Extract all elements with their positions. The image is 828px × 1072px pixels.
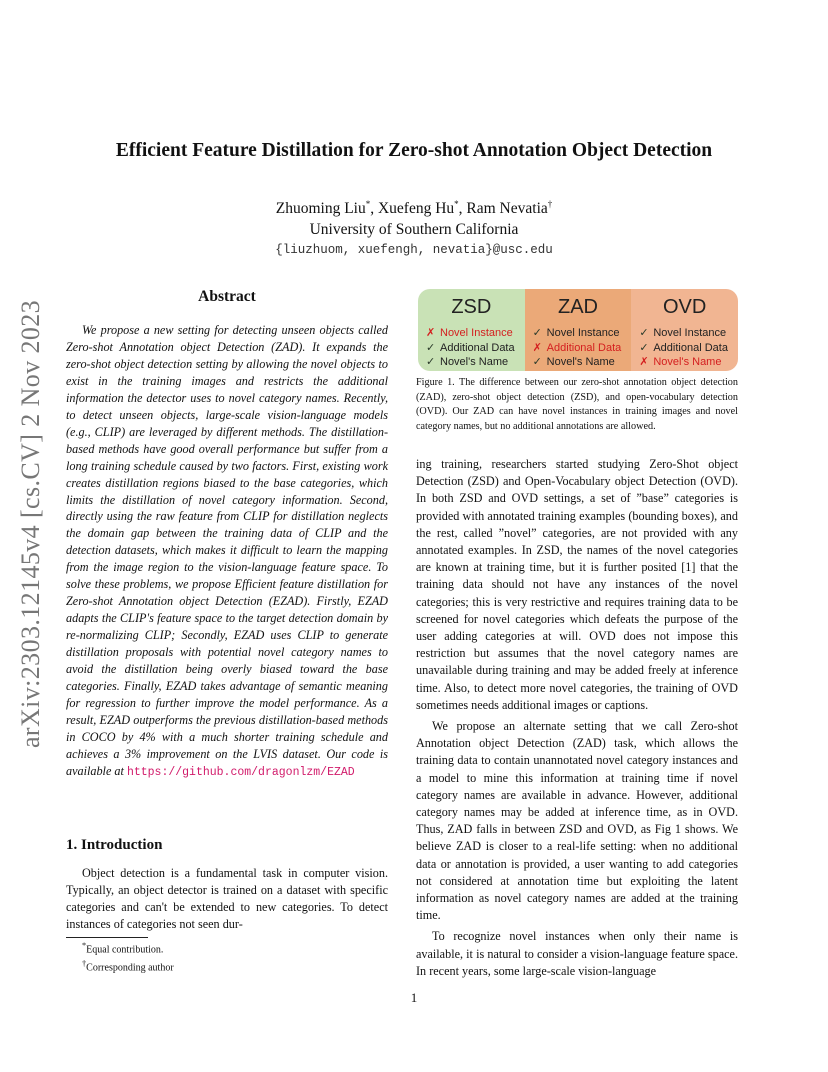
author-emails: {liuzhuom, xuefengh, nevatia}@usc.edu xyxy=(275,243,553,258)
footnote-divider xyxy=(66,937,148,938)
author-name: Zhuoming Liu xyxy=(275,200,366,218)
footnote-text: Corresponding author xyxy=(86,962,174,974)
author-mark: * xyxy=(365,199,371,209)
abstract-body xyxy=(66,322,388,782)
figure-row xyxy=(418,355,525,370)
figure-column-title: ZAD xyxy=(558,296,598,318)
figure-column-ovd xyxy=(631,289,738,371)
figure-row xyxy=(418,326,525,341)
body-paragraph: We propose an alternate setting that we call Zero-shot Annotation object Detection (ZAD) task, which allows the training data to contain unannotated novel category instances and a model to mine this information at training time if novel category names are available in advance. However, additional category names may be added at inference time, as in OVD. Thus, ZAD falls in between ZSD and OVD, as Fig 1 shows. We believe ZAD is closer to a real-life setting: when no additional data or annotation is provided, a user wanting to add categories not considered at annotation time but exploiting the latent information as novel category names are added at the training time. xyxy=(416,719,738,923)
body-paragraph: To recognize novel instances when only their name is available, it is natural to consider a vision-language feature space. In recent years, some large-scale vision-language xyxy=(416,929,738,978)
author-mark: † xyxy=(547,199,553,209)
author-names: Zhuoming Liu*, Xuefeng Hu*, Ram Nevatia† xyxy=(275,199,553,218)
figure-row-label: Novel Instance xyxy=(546,327,620,339)
figure-column-title: ZSD xyxy=(451,296,492,318)
figure-row-label: Novel's Name xyxy=(440,356,509,368)
cross-icon: ✗ xyxy=(532,341,542,354)
check-icon: ✓ xyxy=(639,341,649,354)
footnote-mark: * xyxy=(82,941,87,950)
code-link[interactable]: https://github.com/dragonlzm/EZAD xyxy=(126,765,355,779)
arxiv-identifier: arXiv:2303.12145v4 [cs.CV] 2 Nov 2023 xyxy=(16,299,45,749)
page-number: 1 xyxy=(410,990,418,1005)
paper-title: Efficient Feature Distillation for Zero-shot Annotation Object Detection xyxy=(115,140,713,161)
author-block xyxy=(0,194,828,261)
figure-row-label: Additional Data xyxy=(653,341,728,354)
figure-1 xyxy=(418,289,738,371)
figure-row-label: Novel Instance xyxy=(440,327,513,339)
author-name: Xuefeng Hu xyxy=(377,200,455,218)
check-icon: ✓ xyxy=(532,356,542,368)
figure-column-zsd xyxy=(418,289,525,371)
check-icon: ✓ xyxy=(426,341,436,354)
figure-column-title: OVD xyxy=(663,296,707,318)
figure-row-label: Novel's Name xyxy=(653,356,722,368)
figure-row xyxy=(525,341,632,356)
footnote-text: Equal contribution. xyxy=(86,944,164,956)
figure-column-zad xyxy=(525,289,632,371)
footnotes xyxy=(66,939,174,976)
arxiv-sidebar xyxy=(4,288,58,760)
right-column-body xyxy=(416,456,738,984)
figure-row xyxy=(525,326,632,341)
check-icon: ✓ xyxy=(639,327,649,339)
figure-row-label: Additional Data xyxy=(546,341,622,354)
footnote-mark: † xyxy=(82,959,87,969)
intro-paragraph: Object detection is a fundamental task in computer vision. Typically, an object detector is trained on a dataset with specific categories and can't be extended to new categories. To detect instances of categories not seen dur- xyxy=(66,866,388,931)
figure-row xyxy=(631,326,738,341)
figure-row-label: Novel Instance xyxy=(653,327,727,339)
section-heading-introduction: 1. Introduction xyxy=(66,837,163,853)
figure-row xyxy=(525,355,632,370)
figure-row-label: Additional Data xyxy=(440,341,515,354)
check-icon: ✓ xyxy=(426,356,436,368)
footnote xyxy=(66,939,174,957)
figure-row xyxy=(418,341,525,356)
footnote xyxy=(66,957,174,975)
figure-row xyxy=(631,355,738,370)
author-mark: * xyxy=(454,199,459,209)
figure-row-label: Novel's Name xyxy=(546,356,615,368)
introduction-body xyxy=(66,865,388,933)
cross-icon: ✗ xyxy=(426,327,436,339)
check-icon: ✓ xyxy=(532,327,542,339)
body-paragraph: ing training, researchers started studying Zero-Shot object Detection (ZSD) and Open-Vocabulary object Detection (OVD). In both ZSD and OVD settings, a set of ”base” categories is provided with annotated training examples (bounding boxes), and the rest, called ”novel” categories, are not provided with any annotated examples. In ZSD, the names of the novel categories are known at training time, but it is further posited [1] that the training data should not have any instances of the novel categories; this is very restrictive and requires training data to be screened for novel categories which defeats the purpose of the user adding categories at will. OVD does not impose this restriction but assumes that the novel category names are unavailable during training and may be added freely at inference time. Also, to detect more novel categories, the training of OVD sometimes needs additional images or captions. xyxy=(416,457,738,712)
cross-icon: ✗ xyxy=(639,356,649,368)
author-name: Ram Nevatia xyxy=(466,200,548,218)
abstract-text: We propose a new setting for detecting unseen objects called Zero-shot Annotation object Detection (ZAD). It expands the zero-shot object detection setting by allowing the novel objects to exist in the training images and restricts the additional information the detector uses to novel category names. Recently, to detect unseen objects, large-scale vision-language models (e.g., CLIP) are leveraged by different methods. The distillation-based methods have good overall performance but suffer from a long training schedule caused by two factors. First, existing work creates distillation regions biased to the base categories, which limits the distillation of novel category information. Second, directly using the raw feature from CLIP for distillation neglects the domain gap between the training data of CLIP and the detection datasets, which makes it difficult to learn the mapping from the image region to the vision-language feature space. To solve these problems, we propose Efficient feature distillation for Zero-shot Annotation object Detection (EZAD). Firstly, EZAD adapts the CLIP's feature space to the target detection domain by re-normalizing CLIP; Secondly, EZAD uses CLIP to generate distillation proposals with potential novel category names to avoid the distillation being overly biased toward the base categories. Finally, EZAD takes advantage of semantic meaning for regression to further improve the model performance. As a result, EZAD outperforms the previous distillation-based methods in COCO by 4% with a much shorter training schedule and achieves a 3% improvement on the LVIS dataset. Our code is available at xyxy=(66,323,388,778)
affiliation: University of Southern California xyxy=(309,221,519,239)
figure-caption: Figure 1. The difference between our zero-shot annotation object detection (ZAD), zero-shot object detection (ZSD), and open-vocabulary detection (OVD). Our ZAD can have novel instances in training images and novel category names, but no additional annotations are allowed. xyxy=(416,377,738,432)
abstract-heading: Abstract xyxy=(198,288,256,305)
figure-row xyxy=(631,341,738,356)
